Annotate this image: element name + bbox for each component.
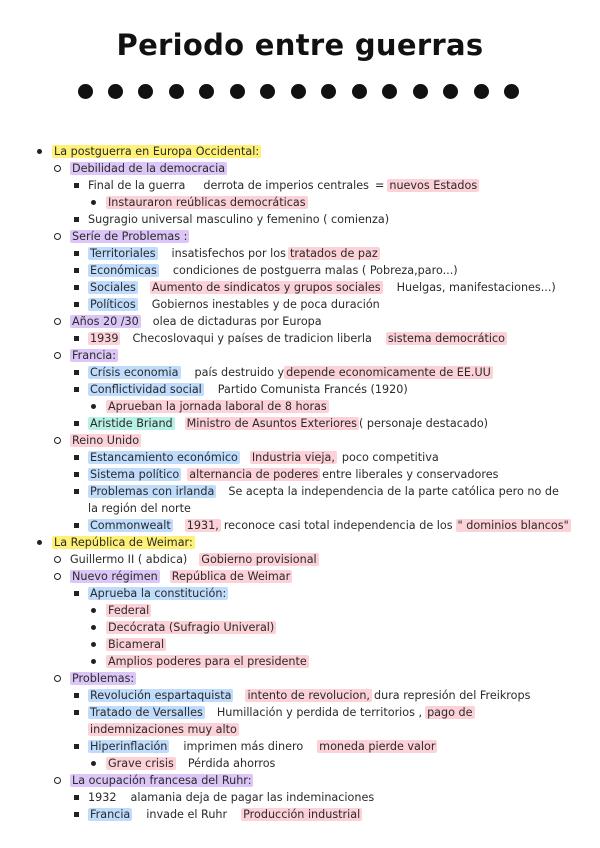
list-item <box>88 738 437 755</box>
highlight-text: Industria vieja, <box>251 451 335 464</box>
list-item <box>70 551 319 568</box>
dot-divider <box>78 84 528 102</box>
list-item <box>70 772 253 789</box>
highlight-text: Aumento de sindicatos y grupos sociales <box>151 281 381 294</box>
note-text: insatisfechos por los <box>171 247 286 260</box>
highlight-text: Instauraron reúblicas democráticas <box>108 196 306 209</box>
list-item <box>88 364 493 381</box>
keyword: Problemas con irlanda <box>90 485 215 498</box>
list-item <box>88 466 498 483</box>
note-text: Checoslovaqui y países de tradicion liberla <box>132 332 372 345</box>
list-item <box>88 381 408 398</box>
highlight-text: nuevos Estados <box>389 179 478 192</box>
note-text: dura represión del Freikrops <box>374 689 531 702</box>
bullet-icon <box>54 437 61 444</box>
note-text: Pérdida ahorros <box>187 757 276 770</box>
divider-dot <box>352 84 367 99</box>
note-text: Gobiernos inestables y de poca duración <box>151 298 380 311</box>
bullet-icon <box>74 370 79 375</box>
subheading: Seríe de Problemas : <box>72 230 188 243</box>
list-item <box>88 245 380 262</box>
bullet-icon <box>91 608 96 613</box>
bullet-icon <box>54 777 61 784</box>
list-item-continuation <box>88 500 191 517</box>
divider-dot <box>260 84 275 99</box>
subheading: Años 20 /30 <box>72 315 139 328</box>
highlight-text: " dominios blancos" <box>457 519 569 532</box>
bullet-icon <box>54 318 61 325</box>
list-item <box>106 398 329 415</box>
highlight-text: Decócrata (Sufragio Univeral) <box>108 621 275 634</box>
list-item <box>88 483 559 500</box>
bullet-icon <box>74 472 79 477</box>
list-item <box>88 449 439 466</box>
note-text: Guillermo II ( abdica) <box>70 553 188 566</box>
divider-dot <box>108 84 123 99</box>
bullet-icon <box>74 268 79 273</box>
bullet-icon <box>74 217 79 222</box>
divider-dot <box>443 84 458 99</box>
bullet-icon <box>74 489 79 494</box>
section-heading: La República de Weimar: <box>54 536 193 549</box>
divider-dot <box>138 84 153 99</box>
note-text: entre liberales y conservadores <box>322 468 499 481</box>
highlight-text: tratados de paz <box>289 247 378 260</box>
list-item <box>52 143 261 160</box>
keyword: Aprueba la constitución: <box>90 587 227 600</box>
subheading: Francia: <box>72 349 117 362</box>
bullet-icon <box>74 251 79 256</box>
list-item <box>88 806 362 823</box>
bullet-icon <box>54 573 61 580</box>
subheading: Reino Unido <box>72 434 140 447</box>
highlight-text: 1939 <box>90 332 119 345</box>
list-item-continuation <box>88 721 239 738</box>
keyword: Commonwealt <box>90 519 171 532</box>
keyword: Aristide Briand <box>90 417 173 430</box>
divider-dot <box>474 84 489 99</box>
highlight-text: intento de revolucion, <box>247 689 370 702</box>
highlight-text: sistema democrático <box>387 332 505 345</box>
note-text: Humillación y perdida de territorios , <box>216 706 423 719</box>
highlight-text: Amplios poderes para el presidente <box>108 655 307 668</box>
bullet-icon <box>54 233 61 240</box>
list-item <box>88 517 571 534</box>
divider-dot <box>504 84 519 99</box>
note-text: poco competitiva <box>341 451 439 464</box>
list-item <box>88 177 479 194</box>
list-item <box>70 568 292 585</box>
list-item <box>70 228 189 245</box>
list-item <box>106 636 166 653</box>
bullet-icon <box>74 744 79 749</box>
list-item <box>106 653 309 670</box>
highlight-text: pago de <box>427 706 473 719</box>
list-item <box>106 755 275 772</box>
note-text: = <box>374 179 385 192</box>
bullet-icon <box>74 387 79 392</box>
list-item <box>88 687 530 704</box>
divider-dot <box>291 84 306 99</box>
list-item <box>70 347 118 364</box>
bullet-icon <box>74 285 79 290</box>
divider-dot <box>78 84 93 99</box>
note-text: derrota de imperios centrales <box>203 179 369 192</box>
highlight-text: Producción industrial <box>243 808 361 821</box>
highlight-text: moneda pierde valor <box>319 740 436 753</box>
keyword: Sistema político <box>90 468 180 481</box>
list-item <box>52 534 195 551</box>
note-text: alamania deja de pagar las indeminaciones <box>130 791 375 804</box>
keyword: Revolución espartaquista <box>90 689 232 702</box>
keyword: Hiperinflación <box>90 740 168 753</box>
list-item <box>88 262 458 279</box>
highlight-text: Federal <box>108 604 150 617</box>
keyword: Conflictividad social <box>90 383 202 396</box>
bullet-icon <box>74 591 79 596</box>
note-text: Sugragio universal masculino y femenino ( comienza) <box>88 213 390 226</box>
keyword: Tratado de Versalles <box>90 706 203 719</box>
highlight-text: alternancia de poderes <box>189 468 319 481</box>
divider-dot <box>199 84 214 99</box>
list-item <box>70 160 227 177</box>
list-item <box>70 670 136 687</box>
subheading: Nuevo régimen <box>72 570 158 583</box>
list-item <box>88 296 380 313</box>
keyword: Sociales <box>90 281 136 294</box>
list-item <box>70 313 322 330</box>
divider-dot <box>382 84 397 99</box>
note-text: condiciones de postguerra malas ( Pobreza,paro...) <box>172 264 458 277</box>
note-text: la región del norte <box>88 502 191 515</box>
note-text: Se acepta la independencia de la parte católica pero no de <box>228 485 559 498</box>
list-item <box>88 415 488 432</box>
bullet-icon <box>54 556 61 563</box>
list-item <box>106 602 151 619</box>
keyword: Territoriales <box>90 247 156 260</box>
bullet-icon <box>74 795 79 800</box>
bullet-icon <box>54 165 61 172</box>
bullet-icon <box>91 761 96 766</box>
bullet-icon <box>91 200 96 205</box>
list-item <box>88 279 556 296</box>
list-item <box>106 619 276 636</box>
keyword: Políticos <box>90 298 136 311</box>
note-text: Partido Comunista Francés (1920) <box>217 383 408 396</box>
list-item <box>88 330 507 347</box>
keyword: Francia <box>90 808 131 821</box>
bullet-icon <box>91 659 96 664</box>
highlight-text: depende economicamente de EE.UU <box>286 366 491 379</box>
highlight-text: Bicameral <box>108 638 165 651</box>
highlight-text: República de Weimar <box>171 570 291 583</box>
list-item <box>106 194 308 211</box>
highlight-text: 1931, <box>186 519 219 532</box>
note-text: invade el Ruhr <box>146 808 228 821</box>
bullet-icon <box>54 352 61 359</box>
bullet-icon <box>74 421 79 426</box>
list-item <box>88 585 228 602</box>
keyword: Económicas <box>90 264 157 277</box>
highlight-text: Ministro de Asuntos Exteriores <box>186 417 357 430</box>
list-item <box>88 704 475 721</box>
bullet-icon <box>91 404 96 409</box>
note-text: país destruido y <box>194 366 285 379</box>
bullet-icon <box>74 336 79 341</box>
divider-dot <box>169 84 184 99</box>
list-item <box>88 211 389 228</box>
note-text: ( personaje destacado) <box>358 417 489 430</box>
divider-dot <box>413 84 428 99</box>
bullet-icon <box>74 523 79 528</box>
note-text: Huelgas, manifestaciones...) <box>396 281 556 294</box>
bullet-icon <box>74 455 79 460</box>
page-title: Periodo entre guerras <box>116 28 484 62</box>
note-text: Final de la guerra <box>88 179 186 192</box>
bullet-icon <box>91 642 96 647</box>
keyword: Crísis economia <box>90 366 179 379</box>
bullet-icon <box>54 675 61 682</box>
divider-dot <box>321 84 336 99</box>
highlight-text: Gobierno provisional <box>201 553 317 566</box>
bullet-icon <box>74 812 79 817</box>
highlight-text: indemnizaciones muy alto <box>90 723 237 736</box>
subheading: Debilidad de la democracia <box>72 162 226 175</box>
bullet-icon <box>74 693 79 698</box>
keyword: Estancamiento económico <box>90 451 238 464</box>
list-item <box>88 789 374 806</box>
bullet-icon <box>74 183 79 188</box>
note-text: olea de dictaduras por Europa <box>152 315 322 328</box>
bullet-icon <box>37 149 42 154</box>
bullet-icon <box>74 302 79 307</box>
divider-dot <box>230 84 245 99</box>
subheading: Problemas: <box>72 672 135 685</box>
subheading: La ocupación francesa del Ruhr: <box>72 774 252 787</box>
section-heading: La postguerra en Europa Occidental: <box>54 145 260 158</box>
bullet-icon <box>37 540 42 545</box>
note-text: 1932 <box>88 791 117 804</box>
note-text: imprimen más dinero <box>183 740 304 753</box>
bullet-icon <box>91 625 96 630</box>
highlight-text: Aprueban la jornada laboral de 8 horas <box>108 400 327 413</box>
highlight-text: Grave crisis <box>108 757 174 770</box>
bullet-icon <box>74 710 79 715</box>
note-text: reconoce casi total independencia de los <box>223 519 453 532</box>
list-item <box>70 432 141 449</box>
